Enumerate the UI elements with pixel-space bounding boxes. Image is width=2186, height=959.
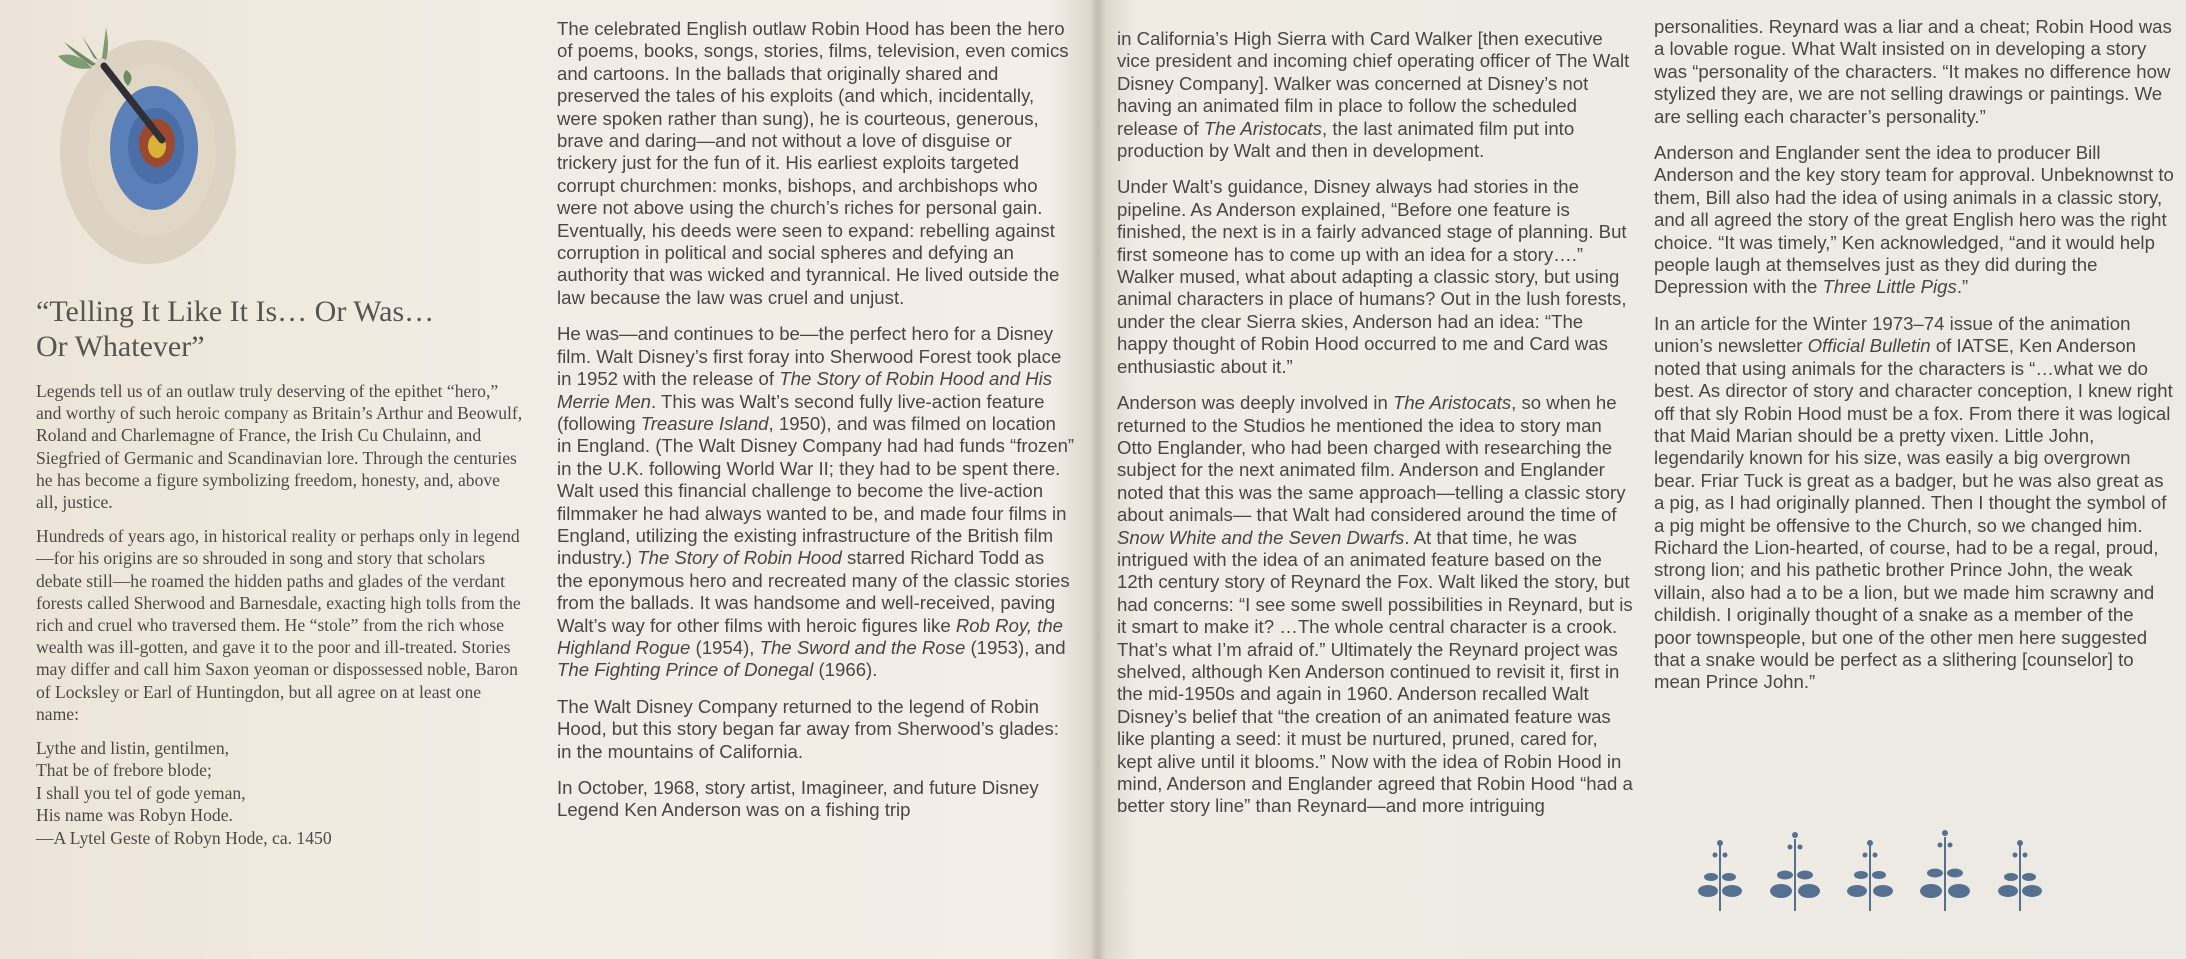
poem-line-1: Lythe and listin, gentilmen, bbox=[36, 738, 230, 759]
paragraph: He was—and continues to be—the perfect hero for a Disney film. Walt Disney’s first foray into Sherwood Forest took place in 1952 with the release of The Story of Robin Hood and His Merrie Men. This was Walt’s second fully live-action feature (following Treasure Island, 1950), and was filmed on location in England. (The Walt Disney Company had had funds “frozen” in the U.K. following World War II; they had to be spent there. Walt used this financial challenge to become the live-action filmmaker he had always wanted to be, and made four films in England, utilizing the existing infrastructure of the British film industry.) The Story of Robin Hood starred Richard Todd as the eponymous hero and recreated many of the classic stories from the ballads. It was handsome and well-received, paving Walt’s way for other films with heroic figures like Rob Roy, the Highland Rogue (1954), The Sword and the Rose (1953), and The Fighting Prince of Donegal (1966). bbox=[557, 323, 1075, 681]
text-column-3 bbox=[1117, 28, 1637, 832]
sidebar-title bbox=[36, 294, 506, 364]
sidebar-body bbox=[36, 380, 526, 725]
sidebar-title-line-1: “Telling It Like It Is… Or Was… bbox=[36, 295, 435, 328]
sidebar-paragraph-1: Legends tell us of an outlaw truly deserving of the epithet “hero,” and worthy of such heroic company as Britain’s Arthur and Beowulf, Roland and Charlemagne of France, the Irish Cu Chulainn, and Siegfried of Germanic and Scandinavian lore. Through the centuries he has become a figure symbolizing freedom, honesty, and, above all, justice. bbox=[36, 381, 523, 513]
film-title: Three Little Pigs bbox=[1822, 276, 1957, 298]
paragraph: Anderson was deeply involved in The Aristocats, so when he returned to the Studios he mentioned the idea to story man Otto Englander, who had been charged with researching the subject for the next animated film. Anderson and Englander noted that this was the same approach—telling a classic story about animals— that Walt had considered around the time of Snow White and the Seven Dwarfs. At that time, he was intrigued with the idea of an animated feature based on the 12th century story of Reynard the Fox. Walt liked the story, but had concerns: “I see some swell possibilities in Reynard, but is it smart to make it? …The whole central character is a crook. That’s what I’m afraid of.” Ultimately the Reynard project was shelved, although Ken Anderson continued to revisit it, first in the mid-1950s and again in 1960. Anderson recalled Walt Disney’s belief that “the creation of an animated feature was like planting a seed: it must be nurtured, pruned, cared for, kept alive until it blooms.” Now with the idea of Robin Hood in mind, Anderson and Englander agreed that Robin Hood “had a better story line” than Reynard—and more intriguing bbox=[1117, 392, 1633, 817]
film-title: The Aristocats bbox=[1203, 117, 1322, 139]
film-title: The Story of Robin Hood and His Merrie Men bbox=[557, 368, 1053, 412]
film-title: The Fighting Prince of Donegal bbox=[557, 659, 814, 681]
paragraph: The celebrated English outlaw Robin Hood has been the hero of poems, books, songs, stories, films, television, even comics and cartoons. In the ballads that originally shared and preserved the tales of his exploits (and which, incidentally, were spoken rather than sung), he is courteous, generous, brave and daring—and not without a love of disguise or trickery just for the fun of it. His earliest exploits targeted corrupt churchmen: monks, bishops, and archbishops who were not above using the church’s riches for personal gain. Eventually, his deeds were seen to expand: rebelling against corruption in political and social spheres and defying an authority that was wicked and tyrannical. He lived outside the law because the law was cruel and unjust. bbox=[557, 18, 1069, 308]
paragraph: The Walt Disney Company returned to the legend of Robin Hood, but this story began far away from Sherwood’s glades: in the mountains of California. bbox=[557, 695, 1059, 762]
ballad-quote bbox=[36, 737, 526, 849]
poem-line-2: That be of frebore blode; bbox=[36, 760, 212, 781]
book-gutter bbox=[1090, 0, 1106, 959]
sidebar-title-line-2: Or Whatever” bbox=[36, 330, 205, 363]
text-column-4 bbox=[1654, 16, 2174, 708]
publication-title: Official Bulletin bbox=[1807, 335, 1931, 357]
film-title: The Sword and the Rose bbox=[759, 636, 966, 658]
poem-line-3: I shall you tel of gode yeman, bbox=[36, 782, 246, 803]
film-title: The Aristocats bbox=[1392, 392, 1512, 414]
poem-line-4: His name was Robyn Hode. bbox=[36, 805, 233, 826]
sidebar-column bbox=[36, 20, 526, 849]
poem-source: —A Lytel Geste of Robyn Hode, ca. 1450 bbox=[36, 827, 332, 848]
film-title: The Story of Robin Hood bbox=[637, 547, 842, 569]
sidebar-paragraph-2: Hundreds of years ago, in historical reality or perhaps only in legend—for his origins are so shrouded in song and story that scholars debate still—he roamed the hidden paths and glades of the verdant forests called Sherwood and Barnesdale, exacting high tolls from the rich and cruel who traversed them. He “stole” from the rich whose wealth was ill-gotten, and gave it to the poor and ill-treated. Stories may differ and call him Saxon yeoman or dispossessed noble, Baron of Locksley or Earl of Huntingdon, but all agree on at least one name: bbox=[36, 526, 521, 724]
archery-target-icon bbox=[36, 20, 266, 278]
paragraph: in California’s High Sierra with Card Walker [then executive vice president and incoming chief operating officer of The Walt Disney Company]. Walker was concerned at Disney’s not having an animated film in place to follow the scheduled release of The Aristocats, the last animated film put into production by Walt and then in development. bbox=[1117, 28, 1630, 162]
film-title: Snow White and the Seven Dwarfs bbox=[1117, 526, 1405, 548]
archery-target-illustration bbox=[36, 20, 266, 278]
film-title: Treasure Island bbox=[640, 412, 769, 434]
film-title: Rob Roy, the Highland Rogue bbox=[557, 614, 1063, 658]
paragraph: Under Walt’s guidance, Disney always had stories in the pipeline. As Anderson explained, “Before one feature is finished, the next is in a fairly advanced stage of planning. But first someone has to come up with an idea for a story….” Walker mused, what about adapting a classic story, but using animal characters in place of humans? Out in the lush forests, under the clear Sierra skies, Anderson had an idea: “The happy thought of Robin Hood occurred to me and Card was enthusiastic about it.” bbox=[1117, 176, 1627, 377]
paragraph: In an article for the Winter 1973–74 issue of the animation union’s newsletter Official Bulletin of IATSE, Ken Anderson noted that using animals for the characters is “…what we do best. As director of story and character conception, I knew right off that sly Robin Hood must be a fox. From there it was logical that Maid Marian should be a pretty vixen. Little John, legendarily known for his size, was easily a big overgrown bear. Friar Tuck is great as a badger, but he was also great as a pig, as I had originally planned. Then I thought the symbol of a pig might be offensive to the Church, so we changed him. Richard the Lion-hearted, of course, had to be a regal, proud, strong lion; and his pathetic brother Prince John, the weak villain, also had a to be a lion, but we made him scrawny and childish. I originally thought of a snake as a member of the poor townspeople, but one of the other men here suggested that a snake would be perfect as a slithering [counselor] to mean Prince John.” bbox=[1654, 312, 2173, 693]
paragraph: In October, 1968, story artist, Imagineer, and future Disney Legend Ken Anderson was on a fishing trip bbox=[557, 777, 1039, 821]
paragraph: personalities. Reynard was a liar and a cheat; Robin Hood was a lovable rogue. What Walt insisted on in developing a story was “personality of the characters. “It makes no difference how stylized they are, we are not selling drawings or paintings. We are selling each character’s personality.” bbox=[1654, 16, 2172, 127]
text-column-2 bbox=[557, 18, 1075, 836]
paragraph: Anderson and Englander sent the idea to producer Bill Anderson and the key story team for approval. Unbeknownst to them, Bill also had the idea of using animals in a classic story, and all agreed the story of the great English hero was the right choice. “It was timely,” Ken acknowledged, “and it would help people laugh at themselves just as they did during the Depression with the Three Little Pigs.” bbox=[1654, 142, 2174, 298]
flower-border-icon bbox=[1690, 825, 2050, 925]
